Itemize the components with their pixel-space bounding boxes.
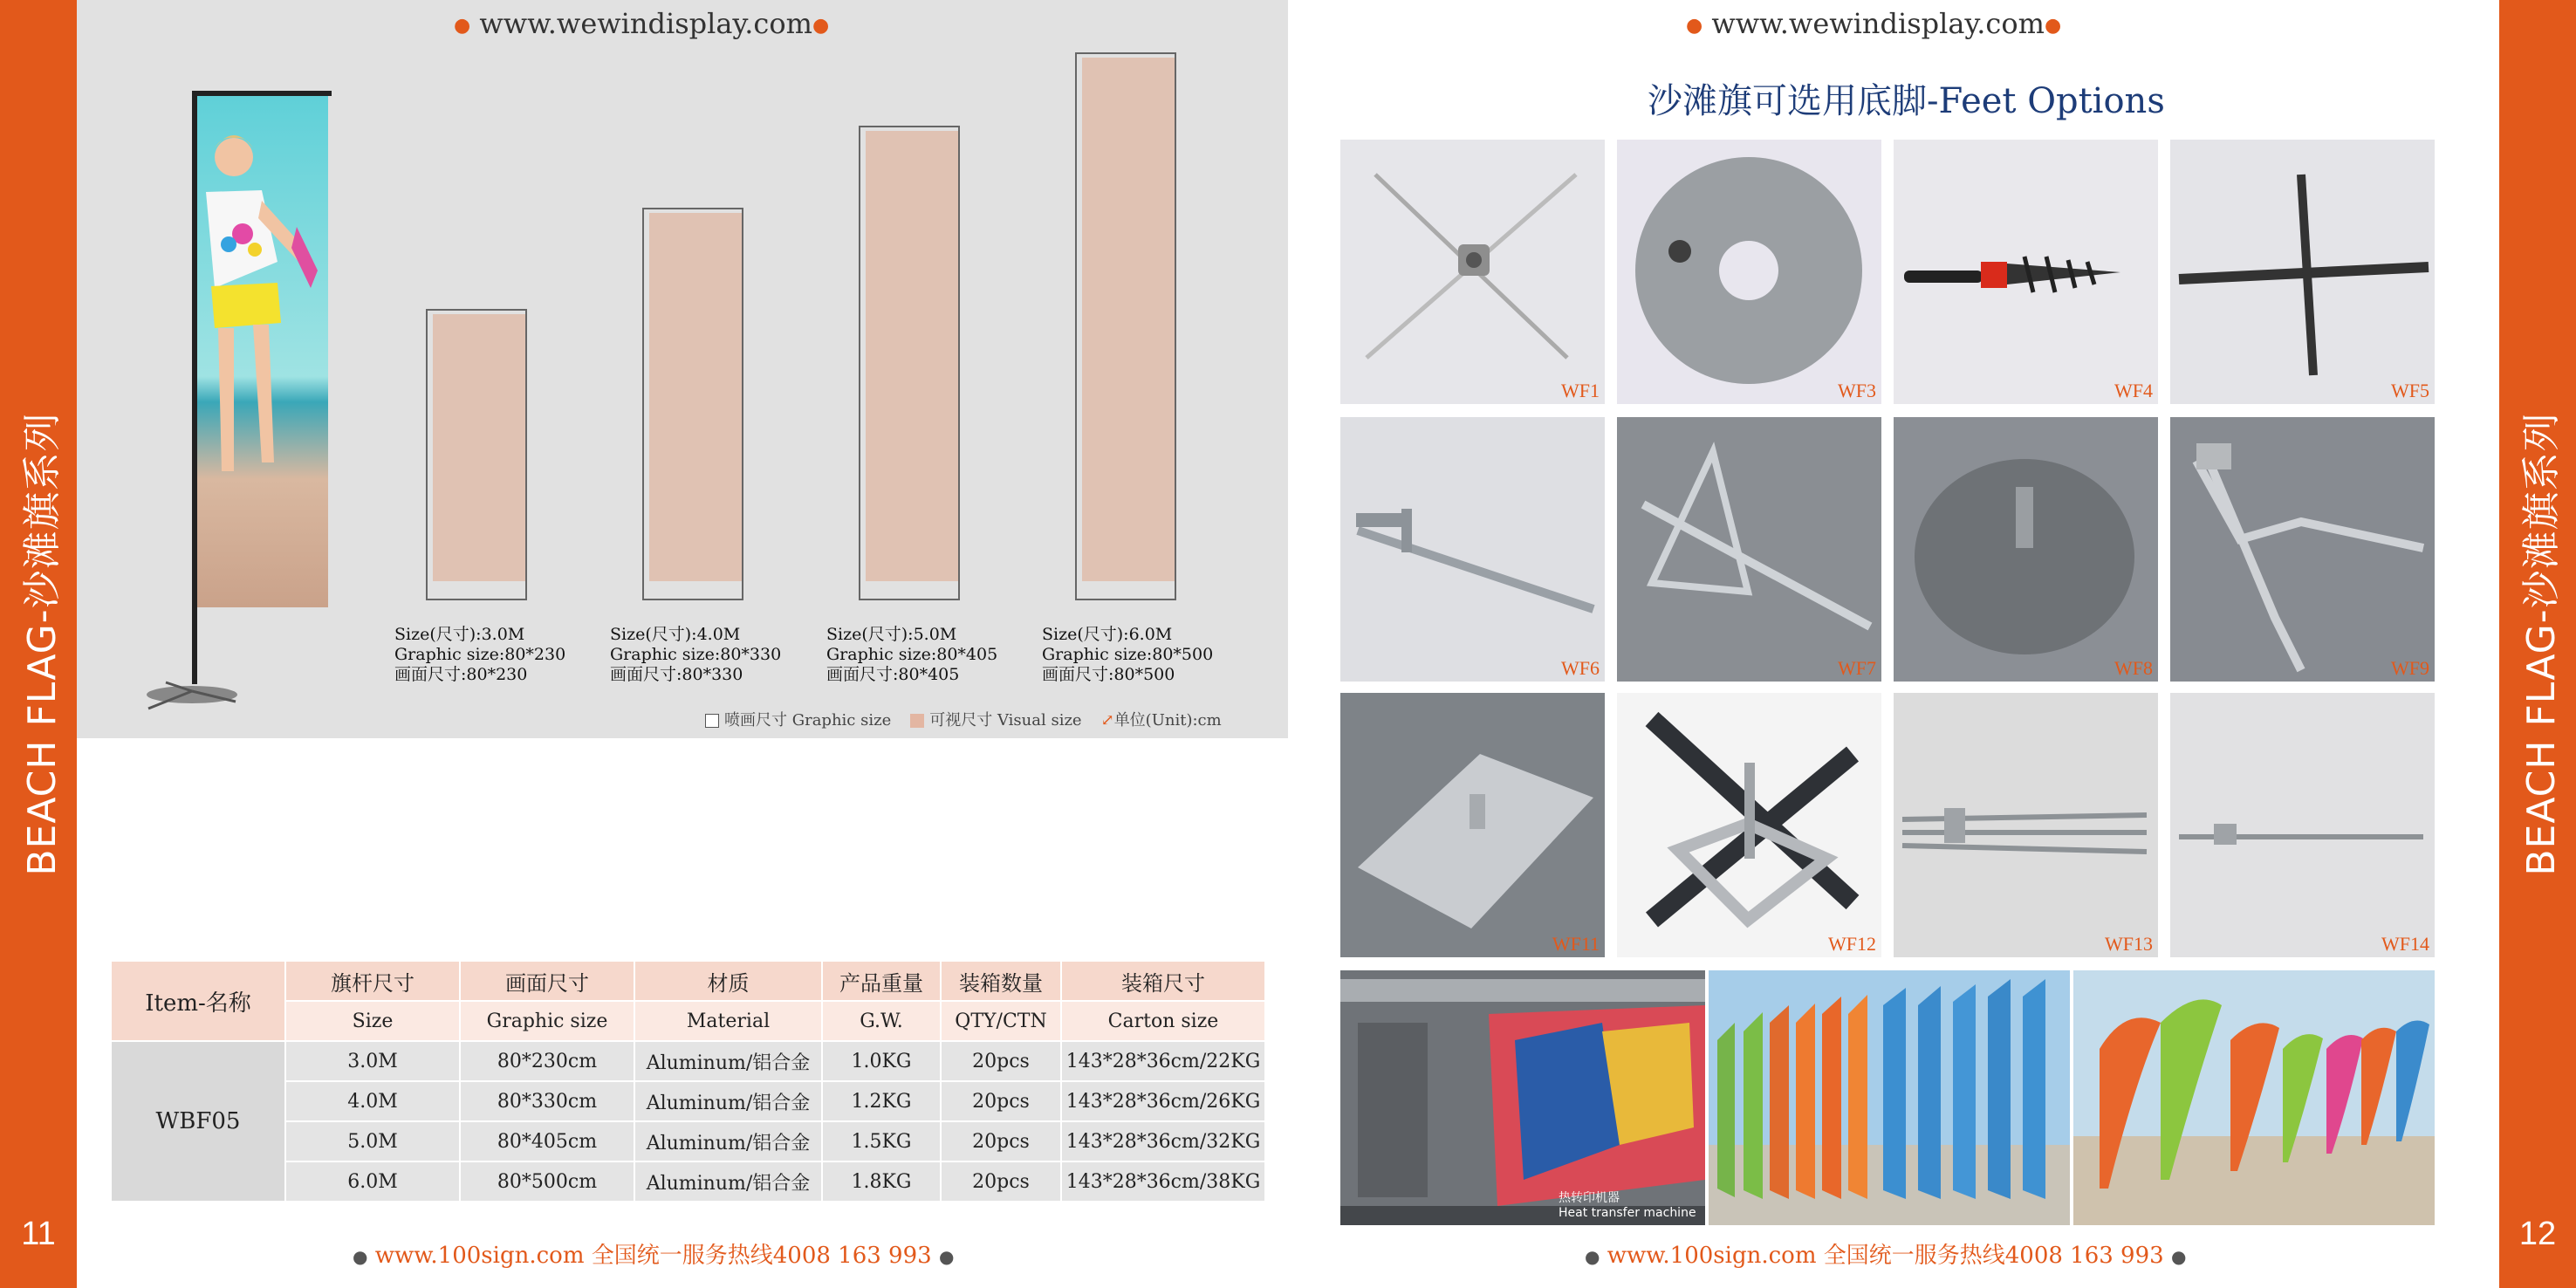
- header-en: QTY/CTN: [941, 1001, 1061, 1041]
- flag-visual-6m: [1082, 58, 1175, 581]
- right-footer: ● www.100sign.com 全国统一服务热线4008 163 993 ●: [1585, 1243, 2187, 1269]
- size-caption-5m: Size(尺寸):5.0M Graphic size:80*405 画面尺寸:80*405: [826, 625, 998, 684]
- spike-pole-icon: [1340, 417, 1605, 682]
- bullet-icon: ●: [2044, 15, 2062, 37]
- header-cn: 产品重量: [822, 961, 941, 1001]
- spec-table: [110, 960, 1266, 1202]
- bullet-icon: ●: [1686, 15, 1703, 37]
- cross-stand-icon: [1617, 693, 1881, 957]
- single-pin-spike-icon: [2170, 693, 2435, 957]
- feet-options-title: 沙滩旗可选用底脚-Feet Options: [1648, 81, 2165, 121]
- left-side-bar: [0, 0, 77, 1288]
- header-cn: 旗杆尺寸: [285, 961, 460, 1001]
- legend-visual-size: 可视尺寸 Visual size: [910, 708, 1081, 730]
- feather-flags-photo: [1709, 970, 2070, 1225]
- printing-machine-icon: [1340, 970, 1705, 1225]
- header-en: Graphic size: [460, 1001, 634, 1041]
- bullet-icon: ●: [2170, 1246, 2187, 1267]
- ground-spike-icon: [1894, 140, 2158, 404]
- cross-tube-icon: [2170, 140, 2435, 404]
- foot-option-wf13: WF13: [1894, 693, 2158, 957]
- foot-option-wf7: WF7: [1617, 417, 1881, 682]
- flag-visual-5m: [866, 131, 958, 581]
- bullet-icon: ●: [454, 15, 471, 37]
- right-page-number: 12: [2518, 1216, 2557, 1252]
- bullet-icon: ●: [1585, 1246, 1600, 1267]
- foot-option-wf12: WF12: [1617, 693, 1881, 957]
- foot-option-wf11: WF11: [1340, 693, 1605, 957]
- foot-option-wf8: WF8: [1894, 417, 2158, 682]
- legend-unit: ⤢单位(Unit):cm: [1100, 711, 1222, 730]
- size-caption-3m: Size(尺寸):3.0M Graphic size:80*230 画面尺寸:80*230: [394, 625, 566, 684]
- size-caption-6m: Size(尺寸):6.0M Graphic size:80*500 画面尺寸:80*500: [1042, 625, 1214, 684]
- item-header: Item-名称: [111, 961, 285, 1041]
- flag-visual-4m: [649, 213, 742, 581]
- foot-option-wf5: WF5: [2170, 140, 2435, 404]
- triangle-spike-icon: [1617, 417, 1881, 682]
- table-row: 6.0M 80*500cm Aluminum/铝合金 1.8KG 20pcs 143*28*36cm/38KG: [111, 1161, 1265, 1202]
- table-row: 4.0M 80*330cm Aluminum/铝合金 1.2KG 20pcs 143*28*36cm/26KG: [111, 1081, 1265, 1121]
- left-page-number: 11: [21, 1216, 56, 1252]
- square-plate-icon: [1340, 693, 1605, 957]
- round-plate-icon: [1894, 417, 2158, 682]
- fill-swatch-icon: [910, 714, 924, 728]
- outline-swatch-icon: [705, 714, 719, 728]
- size-legend: [705, 708, 1222, 730]
- bullet-icon: ●: [812, 15, 830, 37]
- header-en: Carton size: [1061, 1001, 1265, 1041]
- header-cn: 装箱数量: [941, 961, 1061, 1001]
- teardrop-flag-icon: [2073, 970, 2435, 1225]
- foot-option-wf4: WF4: [1894, 140, 2158, 404]
- beach-flag-model-photo: [131, 87, 367, 716]
- foot-option-wf9: WF9: [2170, 417, 2435, 682]
- right-side-title: BEACH FLAG-沙滩旗系列: [2519, 412, 2564, 876]
- header-en: G.W.: [822, 1001, 941, 1041]
- left-side-title: BEACH FLAG-沙滩旗系列: [20, 412, 65, 876]
- measure-arrow-icon: ⤢: [1100, 711, 1114, 730]
- bullet-icon: ●: [938, 1246, 955, 1267]
- header-en: Size: [285, 1001, 460, 1041]
- left-footer: ● www.100sign.com 全国统一服务热线4008 163 993 ●: [353, 1243, 955, 1269]
- three-pin-spike-icon: [1894, 693, 2158, 957]
- foot-option-wf3: WF3: [1617, 140, 1881, 404]
- foot-option-wf14: WF14: [2170, 693, 2435, 957]
- left-site-url: ● www.wewindisplay.com●: [454, 7, 830, 40]
- teardrop-flags-photo: [2073, 970, 2435, 1225]
- size-caption-4m: Size(尺寸):4.0M Graphic size:80*330 画面尺寸:80*330: [610, 625, 782, 684]
- header-cn: 材质: [634, 961, 822, 1001]
- cross-base-icon: [1340, 140, 1605, 404]
- foot-option-wf1: WF1: [1340, 140, 1605, 404]
- flag-visual-3m: [433, 314, 525, 581]
- right-site-url: ● www.wewindisplay.com●: [1686, 7, 2062, 40]
- legend-graphic-size: 喷画尺寸 Graphic size: [705, 708, 891, 730]
- table-row: WBF05 3.0M 80*230cm Aluminum/铝合金 1.0KG 20pcs 143*28*36cm/22KG: [111, 1041, 1265, 1081]
- header-cn: 画面尺寸: [460, 961, 634, 1001]
- car-wheel-base-icon: [2170, 417, 2435, 682]
- water-bag-icon: [1617, 140, 1881, 404]
- foot-option-wf6: WF6: [1340, 417, 1605, 682]
- flag-row-icon: [1709, 970, 2070, 1225]
- table-row: 5.0M 80*405cm Aluminum/铝合金 1.5KG 20pcs 143*28*36cm/32KG: [111, 1121, 1265, 1161]
- header-en: Material: [634, 1001, 822, 1041]
- header-cn: 装箱尺寸: [1061, 961, 1265, 1001]
- heat-transfer-machine-photo: [1340, 970, 1705, 1225]
- item-name: WBF05: [111, 1041, 285, 1202]
- bullet-icon: ●: [353, 1246, 368, 1267]
- right-side-bar: [2499, 0, 2576, 1288]
- photo-caption: 热转印机器 Heat transfer machine: [1559, 1191, 1696, 1220]
